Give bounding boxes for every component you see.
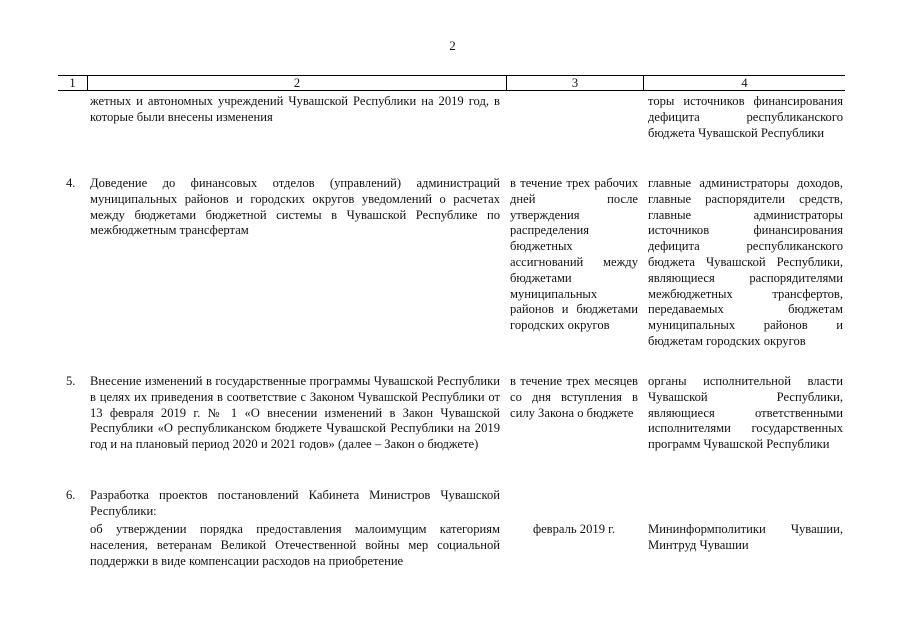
header-col-1: 1 (69, 76, 76, 90)
table-row-term: февраль 2019 г. (532, 522, 616, 536)
table-row-text: Доведение до финансовых отделов (управлений) администраций муниципальных районов и городских округов уведомлений о расчетах между бюджетами бюджетной системы в Чувашской Республике по межбюджетным трансфертам (90, 176, 500, 238)
table-row-number: 6. (66, 488, 76, 502)
table-row-term: в течение трех рабочих дней после утверждения распределения бюджетных ассигнований между бюджетами муниципальных районов и бюджетами городских округов (510, 176, 638, 333)
table-row-executor: Мининформполитики Чувашии, Минтруд Чувашии (648, 522, 843, 552)
table-row-executor: органы исполнительной власти Чувашской Республики, являющиеся ответственными исполнителями государственных программ Чувашской Республики (648, 374, 843, 452)
table-header (58, 75, 845, 91)
table-row-number: 4. (66, 176, 76, 190)
table-row-text: Разработка проектов постановлений Кабинета Министров Чувашской Республики: (90, 488, 500, 518)
header-col-2: 2 (293, 76, 301, 90)
table-row-number: 5. (66, 374, 76, 388)
table-row-text: жетных и автономных учреждений Чувашской Республики на 2019 год, в которые были внесены изменения (90, 94, 500, 124)
table-row-executor: торы источников финансирования дефицита республиканского бюджета Чувашской Республики (648, 94, 843, 140)
table-row-term: в течение трех месяцев со дня вступления в силу Закона о бюджете (510, 374, 638, 420)
page-number: 2 (449, 38, 456, 53)
table-row-executor: главные администраторы доходов, главные распорядители средств, главные администраторы источников финансирования дефицита республиканского бюджета Чувашской Республики, являющиеся распорядителями межбюджетных трансфертов, передаваемых бюджетам муниципальных районов и бюджетам городских округов (648, 176, 843, 348)
table-row-text: Внесение изменений в государственные программы Чувашской Республики в целях их приведения в соответствие с Законом Чувашской Республики от 13 февраля 2019 г. № 1 «О внесении изменений в Закон Чувашской Республики «О республиканском бюджете Чувашской Республики на 2019 год и на плановый период 2020 и 2021 годов» (далее – Закон о бюджете) (90, 374, 500, 452)
table-row-text: об утверждении порядка предоставления малоимущим категориям населения, ветеранам Великой Отечественной войны мер социальной поддержки в виде компенсации расходов на приобретение (90, 522, 500, 568)
header-col-3: 3 (571, 76, 579, 90)
header-col-4: 4 (741, 76, 748, 90)
